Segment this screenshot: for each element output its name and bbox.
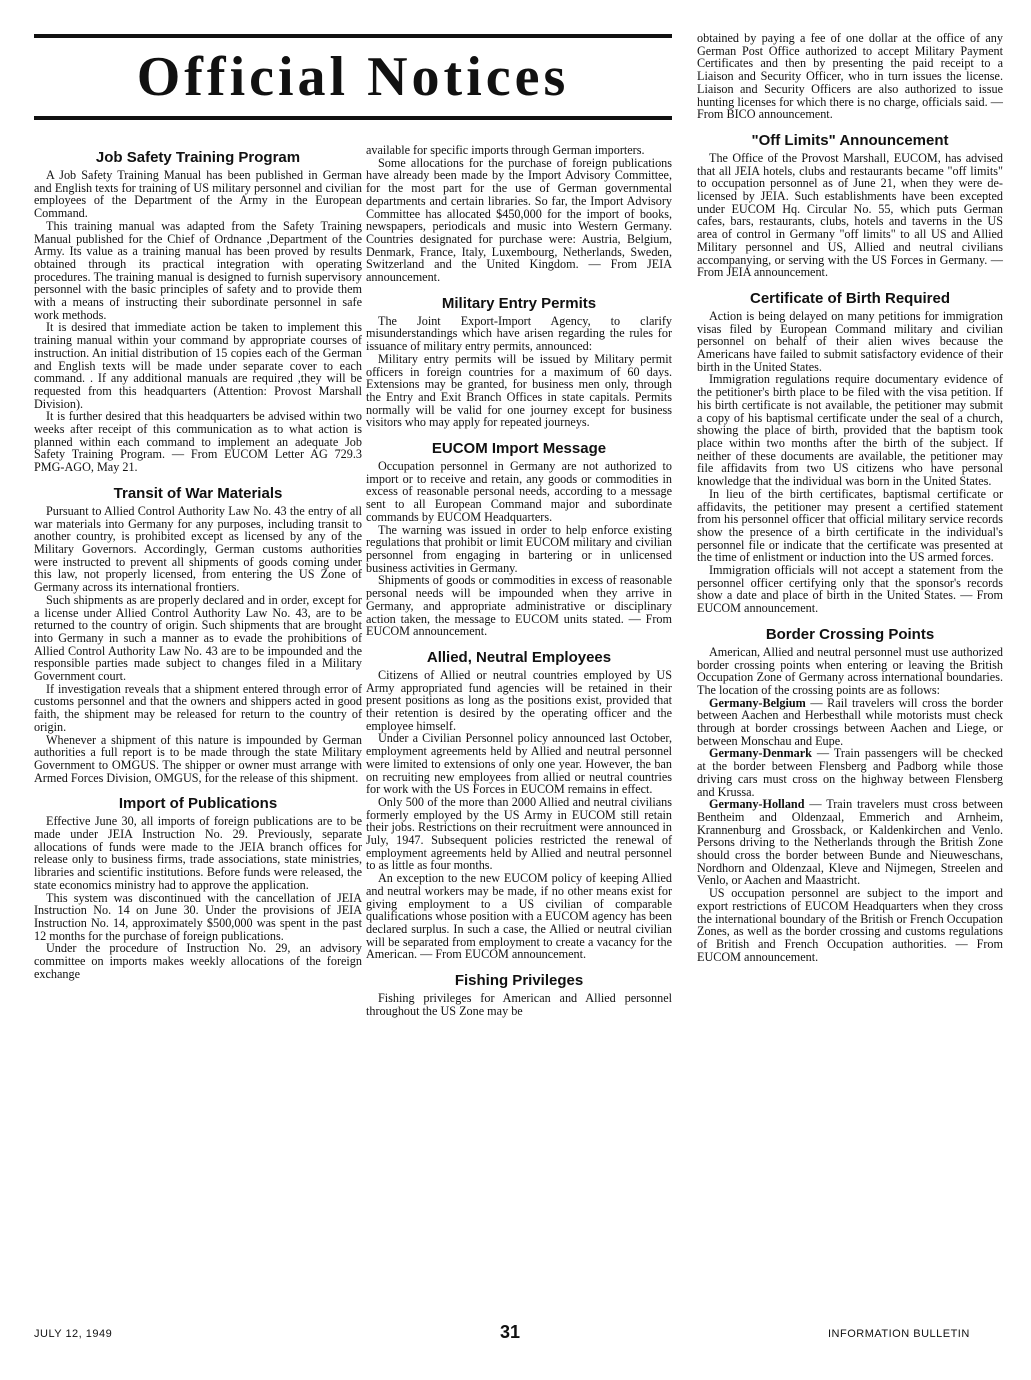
- paragraph: Only 500 of the more than 2000 Allied and neutral civilians formerly employed by the US Army in EUCOM still retain their jobs. Restrictions on their recruitment were announced in July, 1947. Subsequent policies restricted the renewal of employment agreements held by Allied and neutral personnel to as little as four months.: [366, 794, 672, 873]
- column-1: [34, 0, 362, 980]
- paragraph: In lieu of the birth certificates, baptismal certificate or affidavits, the petitioner may present a certified statement from his personnel officer that official military service records show the presence of a birth certificate in the individual's personnel file or indicate that the certificate was presented at the time of enlistment or induction into the US armed forces.: [697, 486, 1003, 565]
- paragraph: Shipments of goods or commodities in excess of reasonable personal needs will be impounded when they arrive in Germany, and appropriate administrative or disciplinary action taken, the message to EUCOM units stated. — From EUCOM announcement.: [366, 573, 672, 639]
- item-lead: Germany-Belgium: [709, 695, 806, 710]
- paragraph: Effective June 30, all imports of foreign publications are to be made under JEIA Instruction No. 29. Previously, separate allocations of funds were made to the JEIA branch offices for release only to business firms, trade associations, state ministries, libraries and scientific institutions. Before funds were released, the state economics ministry had to approve the application.: [34, 814, 362, 892]
- paragraph: This training manual was adapted from the Safety Training Manual published for the Chief of Ordnance ,Department of the Army. Its value as a training manual has been proved by results obtained through its practical integration with operating procedures. The training manual is designed to furnish supervisory personnel with the basic principles of safety and to provide them with a means of instructing their subordinate personnel in safe work methods.: [34, 218, 362, 322]
- section-title: Fishing Privileges: [454, 972, 584, 990]
- list-item: [697, 798, 1003, 887]
- paragraph: Occupation personnel in Germany are not authorized to import or to receive and retain, any goods or commodities in excess of reasonable personal needs, according to a message sent to all European Command major and subordinate commands by EUCOM Headquarters.: [366, 459, 672, 524]
- footer-date: JULY 12, 1949: [34, 1328, 113, 1340]
- section-title: "Off Limits" Announcement: [751, 131, 949, 149]
- paragraph: Such shipments as are properly declared and in order, except for a license under Allied Control Authority Law No. 43, are to be returned to the country of origin. Such shipments that are brought into Germany in such a manner as to evade the prohibitions of Allied Control Authority Law No. 43 are to be impounded and the responsible parties made subject to changes filed in a Military Government court.: [34, 592, 362, 684]
- paragraph: An exception to the new EUCOM policy of keeping Allied and neutral workers may be made, if no other means exist for giving employment to a US civilian of comparable qualifications whose position with a EUCOM agency has been declared surplus. In such a case, the Allied or neutral civilian will be separated from employment to create a vacancy for the American. — From EUCOM announcement.: [366, 871, 672, 962]
- section-title: Allied, Neutral Employees: [426, 648, 612, 666]
- section-allied: [366, 648, 672, 961]
- paragraph: The Joint Export-Import Agency, to clarify misunderstandings which have arisen regarding the rules for issuance of military entry permits, announced:: [366, 313, 672, 354]
- column-2: [366, 144, 672, 1017]
- section-title: Military Entry Permits: [441, 294, 597, 312]
- paragraph: This system was discontinued with the cancellation of JEIA Instruction No. 14 on June 30. Under the provisions of JEIA Instruction No. 14, approximately $500,000 was spent in the past 12 months for the purchase of foreign publications.: [34, 890, 362, 943]
- paragraph: Military entry permits will be issued by Military permit officers in foreign countries for a maximum of 60 days. Extensions may be granted, for business men only, through the Entry and Exit Branch Offices in state capitals. Permits normally will be valid for one journey except for business visitors who may apply for repeated journeys.: [366, 351, 672, 430]
- paragraph: Citizens of Allied or neutral countries employed by US Army appropriated fund agencies will be retained in their present positions as long as the positions exist, provided that their retention is desired by the operating officer and the employee himself.: [366, 667, 672, 733]
- section-job-safety: [34, 148, 362, 474]
- paragraph: Action is being delayed on many petitions for immigration visas filed by European Command military and civilian personnel on behalf of their alien wives because the Americans have failed to submit satisfactory evidence of their birth in the United States.: [697, 308, 1003, 374]
- section-publications-continued: [366, 144, 672, 284]
- paragraph: American, Allied and neutral personnel must use authorized border crossing points when entering or leaving the British Occupation Zone of Germany across international boundaries. The location of the crossing points are as follows:: [697, 644, 1003, 697]
- list-item: [697, 747, 1003, 798]
- section-title: Import of Publications: [118, 795, 278, 813]
- item-lead: Germany-Denmark: [709, 746, 812, 761]
- paragraph: It is further desired that this headquarters be advised within two weeks after receipt of this communication as to what action is planned within each command to implement an adequate Job Safety Training Program. — From EUCOM Letter AG 729.3 PMG-AGO, May 21.: [34, 409, 362, 475]
- item-text: — Train travelers must cross between Bentheim and Oldenzaal, Emmerich and Arnheim, Krannenburg and Grossback, or Kaldenkirchen and Venlo. Persons driving to the Netherlands through the British Zone should cross the border between Bunde and Nieuweschans, Nordhorn and Oldenzaal, Kleve and Nijmegen, Streelen and Venlo, or Aachen and Maastricht.: [697, 797, 1003, 888]
- paragraph: obtained by paying a fee of one dollar at the office of any German Post Office authorized to accept Military Payment Certificates and then by presenting the paid receipt to a Liaison and Security Officer, who in turn issues the license. Liaison and Security Officers are also authorized to issue hunting licenses for which there is no charge, officials said. — From BICO announcement.: [697, 31, 1003, 122]
- list-item: [697, 697, 1003, 748]
- column-3: [697, 32, 1003, 963]
- section-title: EUCOM Import Message: [431, 440, 607, 458]
- paragraph: Under the procedure of Instruction No. 29, an advisory committee on imports makes weekly allocations of the foreign exchange: [34, 941, 362, 981]
- paragraph: A Job Safety Training Manual has been published in German and English texts for training of US military personnel and civilian employees of the Department of the Army in the European Command.: [34, 168, 362, 221]
- section-title: Certificate of Birth Required: [749, 289, 951, 307]
- paragraph: It is desired that immediate action be taken to implement this training manual within your command by appropriate courses of instruction. An initial distribution of 15 copies each of the German and English texts will be made under separate cover to each command. . If any additional manuals are required ,they will be requested from this headquarters (Attention: Provost Marshall Division).: [34, 320, 362, 411]
- publication-name: INFORMATION BULLETIN: [828, 1328, 970, 1340]
- section-title: Job Safety Training Program: [95, 149, 301, 166]
- paragraph: Pursuant to Allied Control Authority Law No. 43 the entry of all war materials into Germany for any purposes, including transit to another country, is prohibited except as licensed by any of the Military Governors. Accordingly, German customs authorities were instructed to prevent all shipments of goods coming under this law, not properly licensed, from entering the US Zone of Germany across its international frontiers.: [34, 503, 362, 595]
- paragraph: The Office of the Provost Marshall, EUCOM, has advised that all JEIA hotels, clubs and restaurants became "off limits" to occupation personnel as of June 21, when they were de-licensed by JEIA. Such establishments have been excepted under EUCOM Hq. Circular No. 55, which puts German cafes, bars, restaurants, clubs, hotels and taverns in the US area of control in Germany "off limits" to all US and Allied Military personnel and US, Allied and neutral civilians accompanying, or serving with the US Forces in Germany. — From JEIA announcement.: [697, 150, 1003, 280]
- paragraph: US occupation personnel are subject to the import and export restrictions of EUCOM Headquarters when they cross the international boundary of the British or French Occupation Zones, as well as the border crossing and customs regulations of British and French Occupation authorities. — From EUCOM announcement.: [697, 886, 1003, 964]
- paragraph: Immigration officials will not accept a statement from the personnel officer certifying only that the sponsor's records show a date and place of birth in the United States. — From EUCOM announcement.: [697, 563, 1003, 616]
- paragraph: The warning was issued in order to help enforce existing regulations that prohibit or limit EUCOM military and civilian personnel from engaging in bartering or in unlicensed business activities in Germany.: [366, 522, 672, 575]
- paragraph: available for specific imports through German importers.: [366, 143, 645, 157]
- section-off-limits: [697, 131, 1003, 279]
- item-lead: Germany-Holland: [709, 797, 805, 812]
- section-border-crossing: [697, 625, 1003, 964]
- paragraph: Whenever a shipment of this nature is impounded by German authorities a full report is to be made through the state Military Government to OMGUS. The shipper or owner must arrange with Armed Forces Division, OMGUS, for the release of this shipment.: [34, 732, 362, 785]
- item-text: — Rail travelers will cross the border between Aachen and Herbesthall while motorists must check through at border crossings between Aachen and Liege, or between Monschau and Eupe.: [697, 695, 1003, 748]
- section-eucom-import: [366, 439, 672, 638]
- section-military-entry: [366, 294, 672, 429]
- section-publications: [34, 794, 362, 980]
- paragraph: Fishing privileges for American and Allied personnel throughout the US Zone may be: [366, 991, 672, 1018]
- section-fishing: [366, 971, 672, 1017]
- section-transit: [34, 484, 362, 784]
- paragraph: If investigation reveals that a shipment entered through error of customs personnel and that the owners and shippers acted in good faith, the shipment may be released for return to the country of origin.: [34, 681, 362, 734]
- page-number: 31: [500, 1322, 521, 1342]
- section-title: Transit of War Materials: [113, 484, 283, 502]
- page-title: Official Notices: [136, 46, 570, 108]
- section-birth-certificate: [697, 289, 1003, 615]
- section-title: Border Crossing Points: [765, 625, 935, 643]
- section-fishing-continued: [697, 32, 1003, 121]
- paragraph: Under a Civilian Personnel policy announced last October, employment agreements held by Allied and neutral personnel were limited to extensions of only one year. However, the ban on recruiting new employees from allied or neutral countries for work with the US Forces in EUCOM remains in effect.: [366, 731, 672, 797]
- item-text: — Train passengers will be checked at the border between Flensberg and Padborg while those driving cars must cross on the highway between Flensberg and Krussa.: [697, 746, 1003, 799]
- paragraph: Some allocations for the purchase of foreign publications have already been made by the Import Advisory Committee, for the most part for the use of German governmental departments and certain libraries. So far, the Import Advisory Committee has allocated $450,000 for the import of books, newspapers, periodicals and music into Western Germany. Countries designated for purchase were: Austria, Belgium, Denmark, France, Italy, Luxembourg, Netherlands, Sweden, Switzerland and the United Kingdom. — From JEIA announcement.: [366, 155, 672, 285]
- paragraph: Immigration regulations require documentary evidence of the petitioner's birth place to be filed with the visa petition. If his birth certificate is not available, the petitioner may submit a copy of his baptismal certificate under the seal of a church, showing the place of birth, provided that the baptism took place within two months after the birth of the subject. If neither of these documents are available, the petitioner may file affidavits from two US citizens who have personal knowledge that the individual was born in the United States.: [697, 372, 1003, 489]
